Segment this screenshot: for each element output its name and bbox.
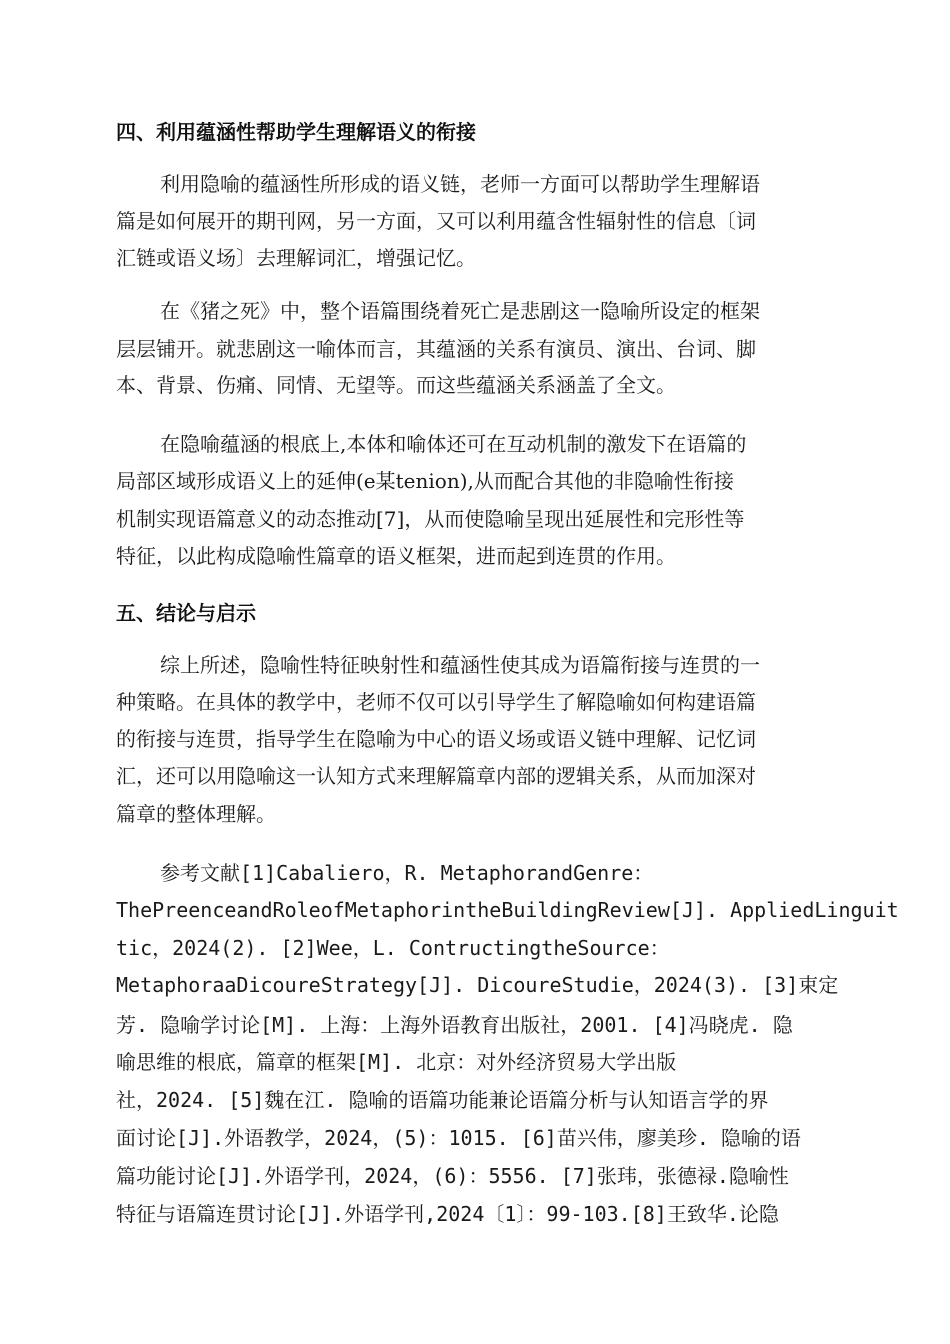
paragraph-line: 种策略。在具体的教学中，老师不仅可以引导学生了解隐喻如何构建语篇	[116, 690, 756, 714]
reference-line: 喻思维的根底，篇章的框架[M]. 北京：对外经济贸易大学出版	[116, 1050, 677, 1074]
reference-line: 芳. 隐喻学讨论[M]. 上海：上海外语教育出版社，2001. [4]冯晓虎. 隐	[116, 1013, 793, 1037]
reference-line: 面讨论[J].外语教学，2024，(5)：1015. [6]苗兴伟，廖美珍. 隐喻的语	[116, 1126, 801, 1150]
reference-line: 参考文献[1]Cabaliero，R. MetaphorandGenre：	[160, 861, 654, 885]
paragraph-line: 层层铺开。就悲剧这一喻体而言，其蕴涵的关系有演员、演出、台词、脚	[116, 337, 756, 361]
paragraph-line: 特征，以此构成隐喻性篇章的语义框架，进而起到连贯的作用。	[116, 544, 676, 568]
paragraph-line: 综上所述，隐喻性特征映射性和蕴涵性使其成为语篇衔接与连贯的一	[160, 653, 760, 677]
paragraph-line: 汇，还可以用隐喻这一认知方式来理解篇章内部的逻辑关系，从而加深对	[116, 764, 756, 788]
paragraph-line: 利用隐喻的蕴涵性所形成的语义链，老师一方面可以帮助学生理解语	[160, 172, 760, 196]
paragraph-line: 在隐喻蕴涵的根底上,本体和喻体还可在互动机制的激发下在语篇的	[160, 432, 747, 456]
reference-line: 篇功能讨论[J].外语学刊，2024，(6)：5556. [7]张玮，张德禄.隐喻性	[116, 1164, 789, 1188]
section-4-heading: 四、利用蕴涵性帮助学生理解语义的衔接	[116, 120, 476, 144]
paragraph-line: 机制实现语篇意义的动态推动[7]，从而使隐喻呈现出延展性和完形性等	[116, 507, 745, 531]
paragraph-line: 的衔接与连贯，指导学生在隐喻为中心的语义场或语义链中理解、记忆词	[116, 727, 756, 751]
reference-line: ThePreenceandRoleofMetaphorintheBuildingReview[J]. AppliedLinguit	[116, 898, 899, 922]
paragraph-line: 局部区域形成语义上的延伸(e某tenion),从而配合其他的非隐喻性衔接	[116, 469, 734, 493]
paragraph-line: 篇是如何展开的期刊网，另一方面，又可以利用蕴含性辐射性的信息〔词	[116, 209, 756, 233]
reference-line: tic，2024(2). [2]Wee，L. ContructingtheSource：	[116, 936, 670, 960]
paragraph-line: 在《猪之死》中，整个语篇围绕着死亡是悲剧这一隐喻所设定的框架	[160, 299, 760, 323]
reference-line: 特征与语篇连贯讨论[J].外语学刊,2024〔1〕：99-103.[8]王致华.论隐	[116, 1202, 779, 1226]
section-5-heading: 五、结论与启示	[116, 601, 256, 625]
reference-line: MetaphoraaDicoureStrategy[J]. DicoureStudie，2024(3). [3]束定	[116, 973, 839, 997]
paragraph-line: 篇章的整体理解。	[116, 802, 276, 826]
paragraph-line: 汇链或语义场〕去理解词汇，增强记忆。	[116, 246, 476, 270]
reference-line: 社，2024. [5]魏在江. 隐喻的语篇功能兼论语篇分析与认知语言学的界	[116, 1088, 769, 1112]
paragraph-line: 本、背景、伤痛、同情、无望等。而这些蕴涵关系涵盖了全文。	[116, 373, 676, 397]
